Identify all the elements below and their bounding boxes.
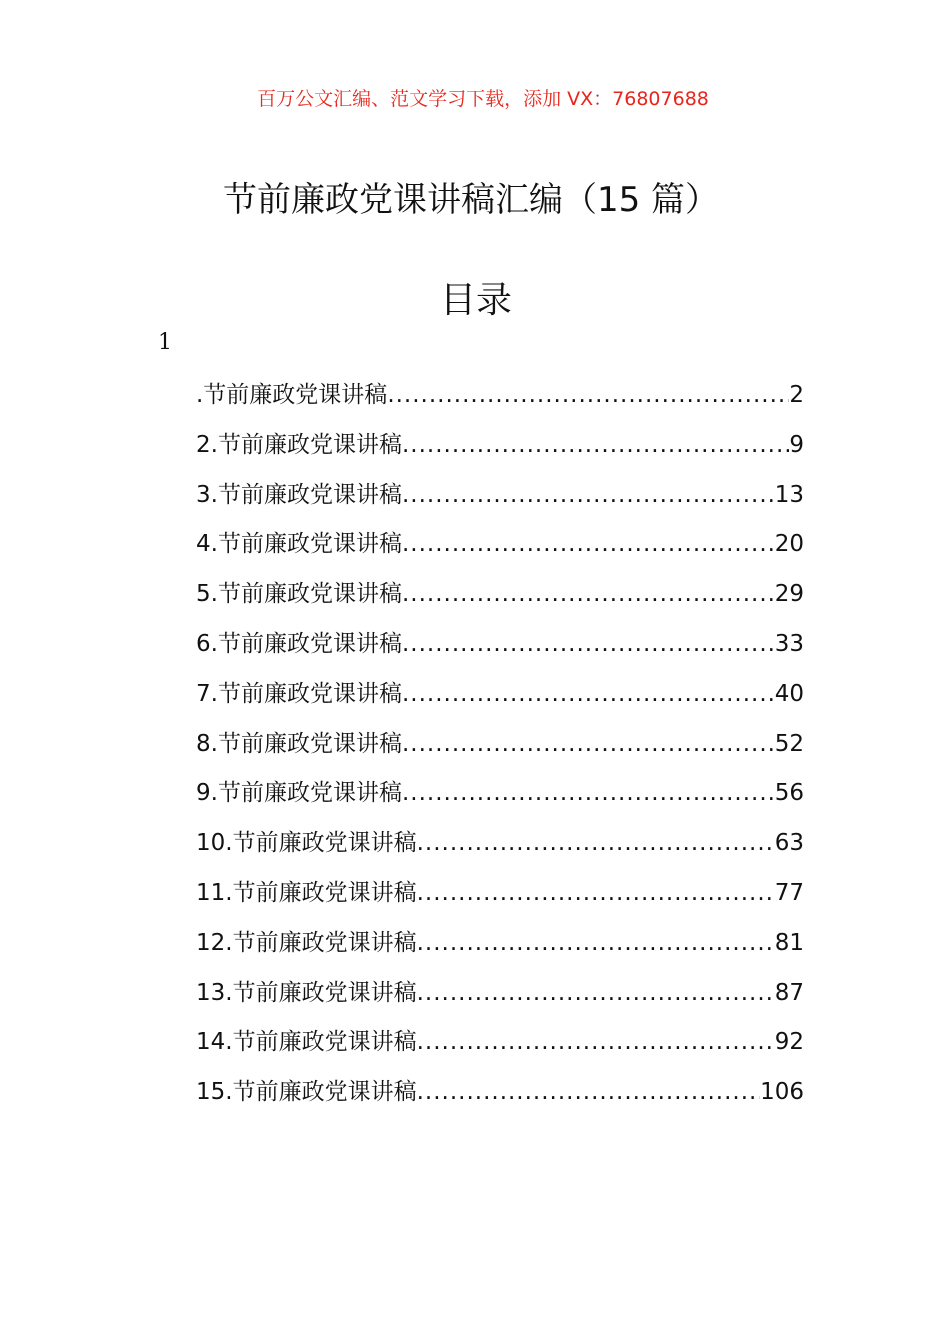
toc-heading: 目录	[439, 280, 512, 321]
toc-entry[interactable]	[196, 924, 804, 974]
toc-entry[interactable]	[196, 426, 804, 476]
dot-leader	[402, 482, 775, 508]
toc-entry-label: 5.节前廉政党课讲稿	[196, 581, 402, 608]
dot-leader	[417, 980, 775, 1006]
toc-entry[interactable]	[196, 625, 804, 675]
dot-leader	[387, 382, 789, 408]
dot-leader	[417, 930, 775, 956]
toc-entry-page: 29	[774, 581, 804, 608]
toc-entry[interactable]	[196, 376, 804, 426]
dot-leader	[417, 830, 775, 856]
toc-entry-label: 8.节前廉政党课讲稿	[196, 730, 402, 757]
dot-leader	[402, 780, 775, 806]
dot-leader	[402, 681, 775, 707]
table-of-contents	[196, 376, 804, 1123]
dot-leader	[417, 1029, 775, 1055]
toc-entry-page: 56	[774, 780, 804, 807]
dot-leader	[417, 880, 775, 906]
dot-leader	[402, 432, 789, 458]
document-title: 节前廉政党课讲稿汇编（15 篇）	[222, 180, 720, 220]
toc-entry-label: 10.节前廉政党课讲稿	[196, 830, 417, 857]
toc-entry-page: 106	[760, 1079, 804, 1106]
dot-leader	[402, 581, 775, 607]
toc-entry-label: 7.节前廉政党课讲稿	[196, 680, 402, 707]
toc-entry[interactable]	[196, 874, 804, 924]
toc-entry[interactable]	[196, 824, 804, 874]
toc-entry-page: 40	[774, 680, 804, 707]
toc-entry[interactable]	[196, 1023, 804, 1073]
toc-entry-label: 9.节前廉政党课讲稿	[196, 780, 402, 807]
toc-entry[interactable]	[196, 525, 804, 575]
toc-entry-page: 81	[774, 929, 804, 956]
toc-entry-page: 77	[774, 879, 804, 906]
toc-entry-page: 9	[789, 431, 804, 458]
stray-number: 1	[158, 330, 172, 355]
promo-banner: 百万公文汇编、范文学习下载，添加 VX：76807688	[257, 88, 709, 110]
toc-entry[interactable]	[196, 725, 804, 775]
toc-entry-label: 15.节前廉政党课讲稿	[196, 1079, 417, 1106]
toc-entry-label: 4.节前廉政党课讲稿	[196, 531, 402, 558]
toc-entry-page: 33	[774, 630, 804, 657]
toc-entry-page: 20	[774, 531, 804, 558]
toc-entry[interactable]	[196, 774, 804, 824]
dot-leader	[402, 731, 775, 757]
toc-entry-page: 63	[774, 830, 804, 857]
toc-entry-page: 87	[774, 979, 804, 1006]
dot-leader	[417, 1079, 761, 1105]
toc-entry-page: 52	[774, 730, 804, 757]
toc-entry[interactable]	[196, 974, 804, 1024]
toc-entry-label: 3.节前廉政党课讲稿	[196, 481, 402, 508]
toc-entry-label: 13.节前廉政党课讲稿	[196, 979, 417, 1006]
toc-entry[interactable]	[196, 575, 804, 625]
toc-entry-page: 13	[774, 481, 804, 508]
toc-entry-label: 11.节前廉政党课讲稿	[196, 879, 417, 906]
dot-leader	[402, 531, 775, 557]
toc-entry[interactable]	[196, 1073, 804, 1123]
toc-entry-page: 2	[789, 382, 804, 408]
toc-entry[interactable]	[196, 675, 804, 725]
toc-entry-page: 92	[774, 1029, 804, 1056]
toc-entry-label: 2.节前廉政党课讲稿	[196, 431, 402, 458]
dot-leader	[402, 631, 775, 657]
toc-entry-label: 12.节前廉政党课讲稿	[196, 929, 417, 956]
toc-entry-label: 14.节前廉政党课讲稿	[196, 1029, 417, 1056]
toc-entry-label: .节前廉政党课讲稿	[196, 382, 388, 408]
toc-entry[interactable]	[196, 476, 804, 526]
toc-entry-label: 6.节前廉政党课讲稿	[196, 630, 402, 657]
